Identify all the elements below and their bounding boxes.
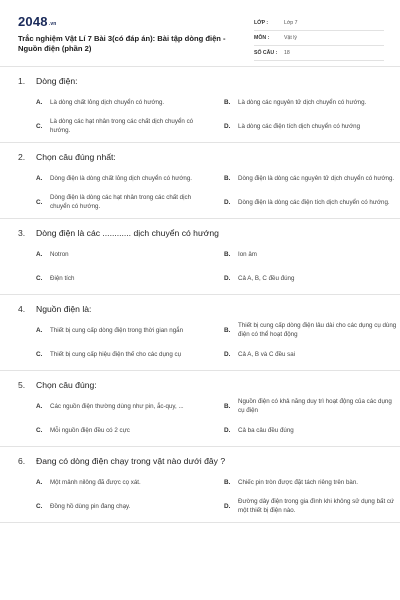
question-1 <box>0 67 400 143</box>
option-text: Chiếc pin tròn được đặt tách riêng trên bàn. <box>238 478 358 486</box>
option-text: Thiết bị cung cấp dòng điện trong thời gian ngắn <box>50 326 184 334</box>
question-list <box>0 67 400 523</box>
question-number: 4. <box>18 304 26 314</box>
option-text: Ion âm <box>238 250 257 258</box>
answer-option[interactable] <box>224 244 398 264</box>
option-text: Đồng hồ dùng pin đang chạy. <box>50 502 131 510</box>
option-text: Các nguồn điện thường dùng như pin, ắc-quy, ... <box>50 402 184 410</box>
question-prompt: Dòng điện là các ............ dịch chuyển có hướng <box>36 228 219 238</box>
option-letter: C. <box>36 122 43 130</box>
option-text: Là dòng các nguyên tử dịch chuyển có hướng. <box>238 98 367 106</box>
question-text <box>18 380 384 391</box>
option-letter: C. <box>36 198 43 206</box>
option-text: Cả A, B, C đều đúng <box>238 274 295 282</box>
meta-info <box>254 16 384 61</box>
option-letter: C. <box>36 502 43 510</box>
option-letter: B. <box>224 98 231 106</box>
answer-option[interactable] <box>224 320 398 340</box>
option-letter: A. <box>36 250 43 258</box>
question-number: 1. <box>18 76 26 86</box>
option-text: Nguồn điện có khả năng duy trì hoạt động của các dụng cụ điện <box>238 398 392 414</box>
answer-options <box>18 472 395 516</box>
meta-row-grade: LỚP : Lớp 7 <box>254 16 384 31</box>
option-text: Một mảnh nilông đã được cọ xát. <box>50 478 141 486</box>
option-text: Dòng điện là dòng các hạt nhân trong các chất dịch chuyển có hướng. <box>50 194 192 210</box>
answer-option[interactable] <box>36 496 210 516</box>
option-text: Là dòng các điện tích dịch chuyển có hướng <box>238 122 361 130</box>
question-3 <box>0 219 400 295</box>
question-5 <box>0 371 400 447</box>
page-title: Trắc nghiệm Vật Lí 7 Bài 3(có đáp án): Bài tập dòng điện - Nguồn điện (phần 2) <box>18 34 226 53</box>
option-text: Là dòng chất lỏng dịch chuyển có hướng. <box>50 98 165 106</box>
answer-option[interactable] <box>224 472 398 492</box>
option-letter: C. <box>36 426 43 434</box>
site-logo[interactable]: 2048.vn <box>18 14 57 29</box>
question-prompt: Nguồn điện là: <box>36 304 92 314</box>
question-number: 2. <box>18 152 26 162</box>
option-letter: D. <box>224 502 231 510</box>
option-letter: B. <box>224 174 231 182</box>
option-letter: B. <box>224 478 231 486</box>
option-text: Là dòng các hạt nhân trong các chất dịch chuyển có hướng. <box>50 118 194 134</box>
question-text <box>18 456 384 467</box>
answer-option[interactable] <box>36 268 210 288</box>
option-text: Cả A, B và C đều sai <box>238 350 296 358</box>
option-text: Thiết bị cung cấp dòng điện lâu dài cho các dụng cụ dùng điện có thể hoạt động <box>238 322 397 338</box>
option-letter: A. <box>36 402 43 410</box>
option-letter: A. <box>36 326 43 334</box>
option-letter: D. <box>224 350 231 358</box>
question-text <box>18 304 384 315</box>
answer-options <box>18 396 392 440</box>
answer-option[interactable] <box>224 116 398 136</box>
answer-option[interactable] <box>36 396 210 416</box>
option-letter: C. <box>36 350 43 358</box>
option-text: Mỗi nguồn điện đều có 2 cực <box>50 426 130 434</box>
answer-option[interactable] <box>224 420 398 440</box>
option-letter: B. <box>224 402 231 410</box>
option-text: Cả ba câu đều đúng <box>238 426 294 434</box>
question-prompt: Đang có dòng điện chạy trong vật nào dưới đây ? <box>36 456 226 466</box>
question-prompt: Dòng điện: <box>36 76 78 86</box>
answer-options <box>18 92 384 136</box>
meta-row-count: SỐ CÂU : 18 <box>254 46 384 61</box>
page-header <box>0 0 400 66</box>
option-letter: D. <box>224 198 231 206</box>
option-text: Dòng điện là dòng chất lỏng dịch chuyển có hướng. <box>50 174 193 182</box>
option-letter: A. <box>36 478 43 486</box>
answer-options <box>18 168 395 212</box>
answer-option[interactable] <box>36 320 210 340</box>
answer-option[interactable] <box>36 420 210 440</box>
answer-option[interactable] <box>36 472 210 492</box>
question-prompt: Chọn câu đúng: <box>36 380 97 390</box>
question-text <box>18 228 384 239</box>
option-letter: D. <box>224 122 231 130</box>
question-4 <box>0 295 400 371</box>
option-letter: D. <box>224 274 231 282</box>
answer-option[interactable] <box>224 92 398 112</box>
option-letter: D. <box>224 426 231 434</box>
question-number: 5. <box>18 380 26 390</box>
question-prompt: Chọn câu đúng nhất: <box>36 152 116 162</box>
option-letter: C. <box>36 274 43 282</box>
option-letter: A. <box>36 98 43 106</box>
question-2 <box>0 143 400 219</box>
answer-option[interactable] <box>224 192 398 212</box>
answer-option[interactable] <box>36 116 210 136</box>
option-text: Đường dây điện trong gia đình khi không sử dụng bất cứ một thiết bị điện nào. <box>238 498 395 514</box>
question-number: 3. <box>18 228 26 238</box>
question-number: 6. <box>18 456 26 466</box>
answer-option[interactable] <box>36 192 210 212</box>
question-text <box>18 76 384 87</box>
option-text: Notron <box>50 250 69 258</box>
meta-row-subject: MÔN : Vật lý <box>254 31 384 46</box>
option-text: Dòng điện là dòng các điện tích dịch chuyển có hướng. <box>238 198 390 206</box>
option-letter: B. <box>224 250 231 258</box>
answer-option[interactable] <box>224 496 398 516</box>
answer-option[interactable] <box>36 92 210 112</box>
answer-option[interactable] <box>224 396 398 416</box>
answer-option[interactable] <box>36 344 210 364</box>
question-text <box>18 152 384 163</box>
answer-option[interactable] <box>224 168 398 188</box>
option-letter: A. <box>36 174 43 182</box>
answer-options <box>18 320 397 364</box>
answer-option[interactable] <box>224 268 398 288</box>
option-letter: B. <box>224 326 231 334</box>
question-6 <box>0 447 400 523</box>
answer-option[interactable] <box>36 168 210 188</box>
option-text: Dòng điện là dòng các nguyên tử dịch chuyển có hướng. <box>238 174 395 182</box>
answer-option[interactable] <box>224 344 398 364</box>
option-text: Điện tích <box>50 274 75 282</box>
answer-options <box>18 244 384 288</box>
option-text: Thiết bị cung cấp hiệu điện thế cho các dụng cụ <box>50 350 182 358</box>
answer-option[interactable] <box>36 244 210 264</box>
